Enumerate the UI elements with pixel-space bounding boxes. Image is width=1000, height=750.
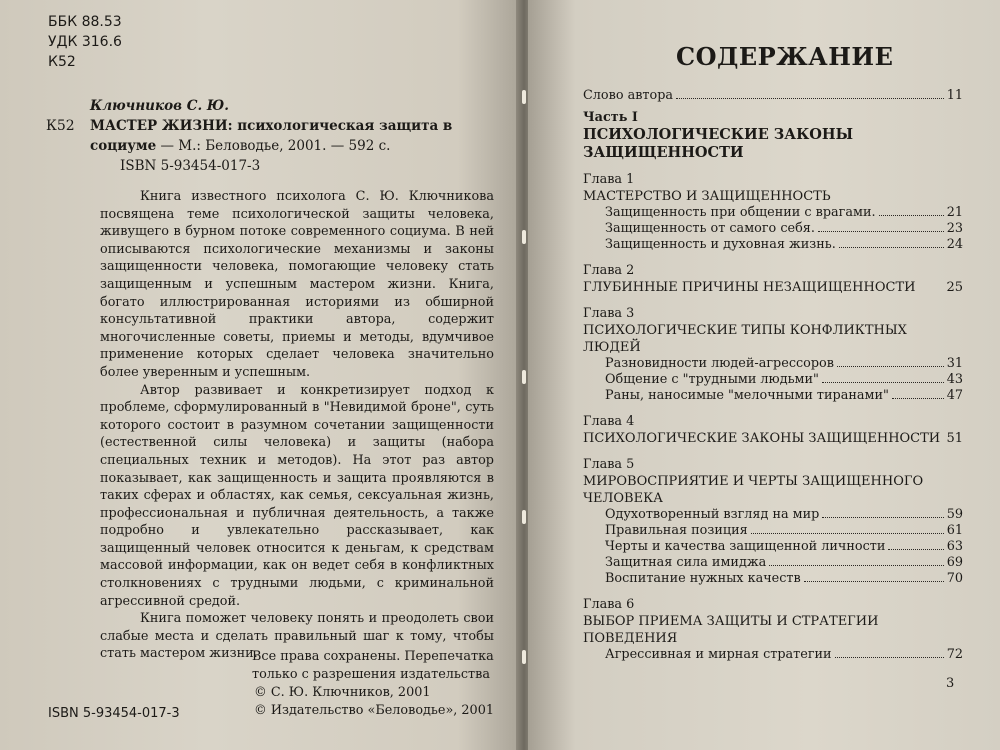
binding-stitch	[522, 230, 526, 244]
toc-section: Общение с "трудными людьми" 43	[605, 372, 963, 387]
copyright: © С. Ю. Ключников, 2001 © Издательство «Беловодье», 2001	[254, 685, 494, 718]
toc-section: Защищенность от самого себя. 23	[605, 221, 963, 236]
toc-section: Правильная позиция 61	[605, 523, 963, 538]
toc-section: Защищенность при общении с врагами. 21	[605, 205, 963, 220]
toc-section: Агрессивная и мирная стратегии 72	[605, 647, 963, 662]
binding-stitch	[522, 650, 526, 664]
book-title: МАСТЕР ЖИЗНИ: психологическая защита в социуме — М.: Беловодье, 2001. — 592 с.	[90, 118, 453, 154]
chapters-list	[583, 172, 963, 663]
chapter-label: Глава 2	[583, 263, 635, 278]
chapter-label: Глава 6	[583, 597, 635, 612]
author-name: Ключников С. Ю.	[90, 98, 229, 114]
table-of-contents	[583, 88, 963, 663]
binding-stitch	[522, 90, 526, 104]
annotation-paragraph: Книга поможет человеку понять и преодолеть свои слабые места и сделать правильный шаг к тому, чтобы стать мастером жизни.	[100, 611, 494, 662]
part-label: Часть I	[583, 110, 638, 125]
chapter-title: ПСИХОЛОГИЧЕСКИЕ ЗАКОНЫ ЗАЩИЩЕННОСТИ 51	[583, 431, 963, 446]
chapter-title: ГЛУБИННЫЕ ПРИЧИНЫ НЕЗАЩИЩЕННОСТИ 25	[583, 280, 963, 295]
udk-code: УДК 316.6	[48, 34, 122, 50]
author-mark-top: К52	[48, 54, 76, 70]
part-title: ПСИХОЛОГИЧЕСКИЕ ЗАКОНЫ ЗАЩИЩЕННОСТИ	[583, 126, 854, 161]
toc-section: Черты и качества защищенной личности 63	[605, 539, 963, 554]
chapter-title: МАСТЕРСТВО И ЗАЩИЩЕННОСТЬ	[583, 189, 831, 204]
toc-heading: СОДЕРЖАНИЕ	[676, 42, 894, 71]
toc-section: Воспитание нужных качеств 70	[605, 571, 963, 586]
bibliographic-record	[46, 96, 500, 176]
chapter-label: Глава 3	[583, 306, 635, 321]
toc-entry-foreword: Слово автора 11	[583, 88, 963, 103]
annotation-paragraph: Автор развивает и конкретизирует подход к проблеме, сформулированный в "Невидимой броне", суть которого состоит в разумном сочетании защищенности (естественной силы человека) и защиты (набора специальных техник и методов). На этот раз автор показывает, как защищенность и защита проявляются в таких сферах и областях, как семья, сексуальная жизнь, профессиональная и публичная деятельность, а также подробно и увлекательно рассказывает, как защищенный человек относится к деньгам, к средствам массовой информации, как он ведет себя в конфликтных столкновениях с трудными людьми, с криминальной агрессивной средой.	[100, 382, 494, 609]
isbn-bottom: ISBN 5-93454-017-3	[48, 706, 180, 721]
chapter-title: ПСИХОЛОГИЧЕСКИЕ ТИПЫ КОНФЛИКТНЫХ ЛЮДЕЙ	[583, 323, 907, 355]
annotation-paragraph: Книга известного психолога С. Ю. Ключникова посвящена теме психологической защиты человека, живущего в бурном потоке современного социума. В ней описываются психологические механизмы и законы защищенности человека, помогающие человеку стать защищенным и успешным мастером жизни. Книга, богато иллюстрированная историями из обширной консультативной практики автора, содержит многочисленные советы, приемы и методы, вдумчивое применение которых сделает человека значительно более уверенным и успешным.	[100, 189, 494, 380]
binding-stitch	[522, 510, 526, 524]
chapter-label: Глава 1	[583, 172, 635, 187]
binding-stitch	[522, 370, 526, 384]
isbn: ISBN 5-93454-017-3	[120, 158, 261, 174]
toc-section: Одухотворенный взгляд на мир 59	[605, 507, 963, 522]
bbk-code: ББК 88.53	[48, 14, 122, 30]
chapter-title: МИРОВОСПРИЯТИЕ И ЧЕРТЫ ЗАЩИЩЕННОГО ЧЕЛОВЕКА	[583, 474, 924, 506]
chapter-title: ВЫБОР ПРИЕМА ЗАЩИТЫ И СТРАТЕГИИ ПОВЕДЕНИЯ	[583, 614, 879, 646]
chapter-label: Глава 4	[583, 414, 635, 429]
rights-notice: Все права сохранены. Перепечатка только с разрешения издательства	[252, 649, 494, 682]
chapter-label: Глава 5	[583, 457, 635, 472]
author-mark: К52	[46, 118, 75, 134]
toc-section: Раны, наносимые "мелочными тиранами" 47	[605, 388, 963, 403]
annotation	[100, 188, 494, 663]
toc-section: Разновидности людей-агрессоров 31	[605, 356, 963, 371]
page-number: 3	[946, 676, 955, 691]
toc-section: Защищенность и духовная жизнь. 24	[605, 237, 963, 252]
toc-section: Защитная сила имиджа 69	[605, 555, 963, 570]
